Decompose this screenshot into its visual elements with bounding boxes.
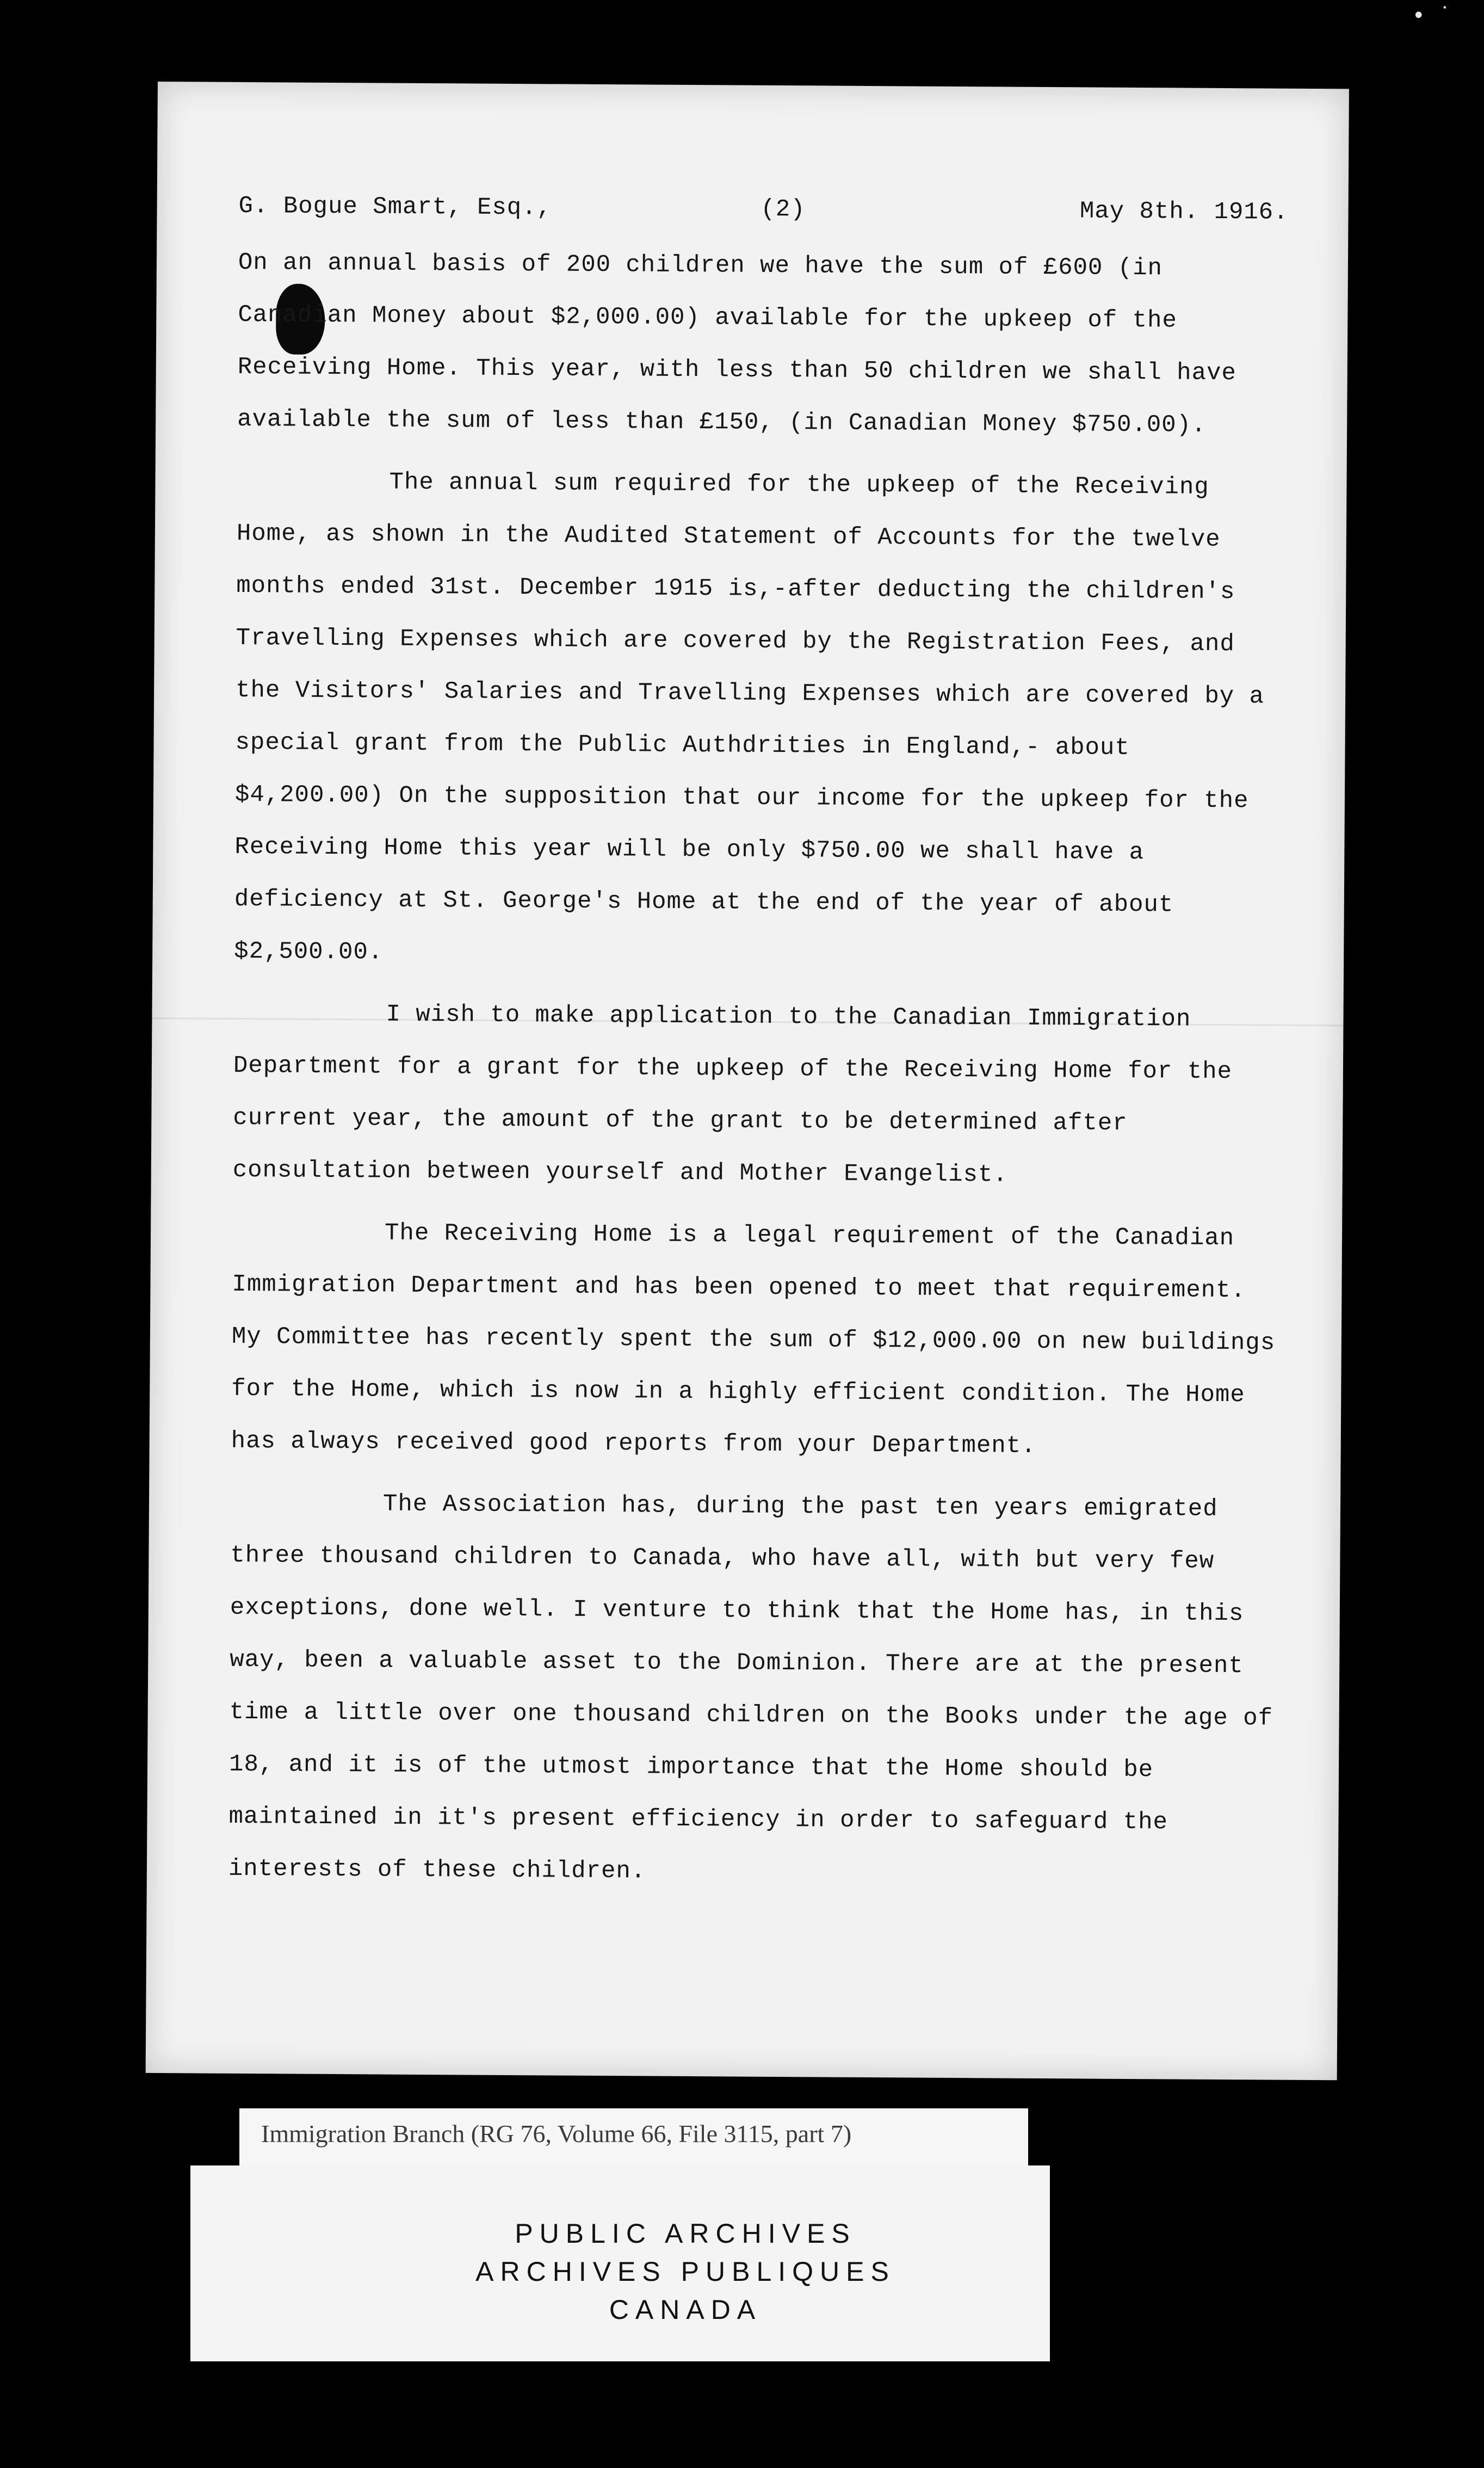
file-reference: Immigration Branch (RG 76, Volume 66, File 3115, part 7) [261,2120,852,2148]
paragraph-5: The Association has, during the past ten years emigrated three thousand children to Canada, who have all, with but very few exceptions, done well. I venture to think that the Home has, in this way, been a valuable asset to the Dominion. There are at the present time a little over one thousand children on the Books under the age of 18, and it is of the utmost importance that the Home should be maintained in it's present efficiency in order to safeguard the interests of these children. [228,1490,1273,1885]
archives-line-english: PUBLIC ARCHIVES [515,2218,856,2249]
paragraph-2: The annual sum required for the upkeep of the Receiving Home, as shown in the Audited Statement of Accounts for the twelve months ended 31st. December 1915 is,-after deducting the children's Travelling Expenses which are covered by the Registration Fees, and the Visitors' Salaries and Travelling Expenses which are covered by a special grant from the Public Authdrities in England,- about $4,200.00) On the supposition that our income for the upkeep for the Receiving Home this year will be only $750.00 we shall have a deficiency at St. George's Home at the end of the year of about $2,500.00. [234,468,1265,966]
letter-body [228,180,1289,1911]
letter-page [146,82,1349,2080]
archives-stamp [413,2214,957,2329]
page-number: (2) [760,195,806,224]
archives-line-country: CANADA [609,2294,762,2325]
letter-header [238,180,1289,239]
letter-date: May 8th. 1916. [1079,198,1289,226]
paragraph-4: The Receiving Home is a legal requirement of the Canadian Immigration Department and has been opened to meet that requirement. My Committee has recently spent the sum of $12,000.00 on new buildings for the Home, which is now in a highly efficient condition. The Home has always received good reports from your Department. [231,1219,1276,1460]
addressee: G. Bogue Smart, Esq., [238,192,552,222]
scan-corner-mark: • ˙ [1412,3,1451,28]
paragraph-1: On an annual basis of 200 children we have the sum of £600 (in Canadian Money about $2,000.00) available for the upkeep of the Receiving Home. This year, with less than 50 children we shall have available the sum of less than £150, (in Canadian Money $750.00). [237,249,1237,439]
archives-line-french: ARCHIVES PUBLIQUES [475,2256,895,2287]
paragraph-3: I wish to make application to the Canadian Immigration Department for a grant for the upkeep of the Receiving Home for the current year, the amount of the grant to be determined after consultation between yourself and Mother Evangelist. [232,1001,1233,1189]
